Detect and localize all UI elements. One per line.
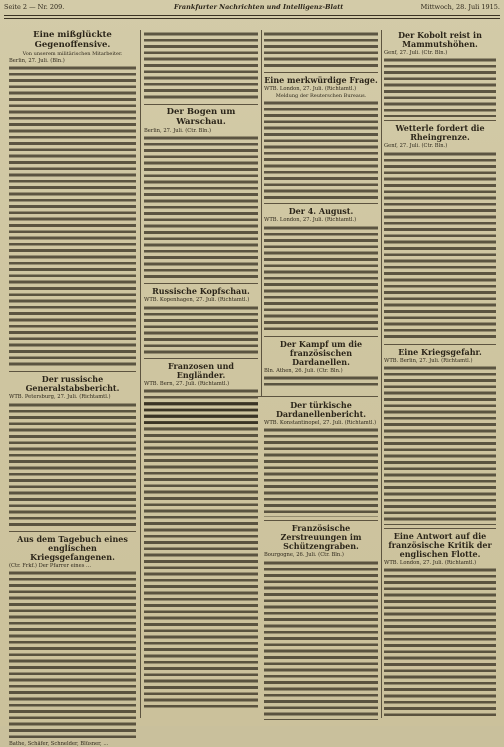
divider	[144, 283, 258, 284]
article	[264, 340, 378, 387]
running-header	[4, 3, 500, 14]
divider	[9, 531, 136, 532]
article-body	[264, 375, 378, 387]
article-body	[144, 135, 258, 280]
column-3	[264, 30, 378, 392]
article	[264, 524, 378, 719]
divider	[144, 358, 258, 359]
article	[384, 348, 496, 525]
article-dateline: WTB. Berlin, 27. Juli. (Richtamtl.)	[384, 357, 473, 364]
article-body	[264, 427, 378, 517]
divider	[384, 528, 496, 529]
article-dateline: Berlin, 27. Juli. (Bln.)	[9, 58, 65, 64]
article	[9, 31, 136, 368]
header-masthead: Frankfurter Nachrichten und Intelligenz-Blatt	[174, 3, 344, 11]
article-headline: Eine mißglückte Gegenoffensive.	[33, 30, 112, 50]
article-dateline: WTB. Bern, 27. Juli. (Richtamtl.)	[144, 380, 230, 387]
divider	[264, 336, 378, 337]
article-dateline: WTB. London, 27. Juli. (Richtamtl.)	[384, 559, 477, 566]
header-date: Mittwoch, 28. Juli 1915.	[420, 3, 500, 11]
article-dateline: Genf, 27. Juli. (Ctr. Bln.)	[384, 143, 448, 150]
divider	[264, 203, 378, 204]
article	[9, 375, 136, 527]
article-headline: Eine Antwort auf die französische Kritik der englischen Flotte.	[388, 530, 492, 559]
article-dateline: WTB. London, 27. Juli. (Richtamtl.)	[264, 86, 357, 92]
article	[264, 401, 378, 517]
article-headline: Russische Kopfschau.	[152, 286, 250, 297]
column-1	[9, 30, 136, 747]
article-headline: Der Bogen um Warschau.	[166, 107, 236, 127]
article-headline: Franzosen und Engländer.	[167, 360, 235, 380]
lower-right-block	[264, 400, 378, 721]
article-body	[264, 560, 378, 720]
article-body	[384, 57, 496, 117]
divider	[384, 120, 496, 121]
article	[384, 124, 496, 340]
article-body	[144, 305, 258, 355]
article-body	[384, 151, 496, 341]
header-rule	[4, 15, 500, 16]
divider	[264, 520, 378, 521]
article-body	[9, 402, 136, 528]
article-dateline: Bln. Athen, 26. Juli. (Ctr. Bln.)	[264, 367, 343, 374]
lower-band	[144, 396, 378, 718]
article-headline: Wetterle fordert die Rheingrenze.	[395, 123, 485, 143]
article-headline: Eine merkwürdige Frage.	[264, 75, 378, 85]
article-subline: Meldung der Reuterschen Bureaus.	[275, 93, 367, 100]
divider	[384, 344, 496, 345]
article-dateline: (Ctr. Frkf.) Der Pfarrer eines ...	[9, 562, 91, 569]
article-body	[9, 65, 136, 368]
article-body-continued	[144, 31, 258, 101]
divider	[9, 371, 136, 372]
article-headline: Aus dem Tagebuch eines englischen Kriegsgefangenen.	[17, 533, 128, 562]
divider	[144, 104, 258, 105]
article-headline: Der russische Generalstabsbericht.	[25, 374, 120, 394]
article-body-continued	[264, 31, 378, 69]
header-rule-thin	[4, 18, 500, 19]
article-dateline: Berlin, 27. Juli. (Ctr. Bln.)	[144, 128, 212, 134]
article-headline: Eine Kriegsgefahr.	[398, 346, 482, 357]
article-headline: Der Kobolt reist in Mammutshöhen.	[398, 30, 482, 49]
article-body	[264, 100, 378, 200]
article	[264, 76, 378, 200]
column-divider	[140, 30, 141, 718]
article-dateline: WTB. Petersburg, 27. Juli. (Richtamtl.)	[9, 394, 111, 401]
divider	[144, 396, 378, 397]
article-dateline: WTB. London, 27. Juli. (Richtamtl.)	[264, 217, 357, 224]
column-divider	[261, 30, 262, 396]
divider	[264, 72, 378, 73]
article-body	[384, 365, 496, 525]
article-dateline: WTB. Konstantinopel, 27. Juli. (Richtamtl.)	[264, 420, 377, 426]
article	[264, 207, 378, 332]
header-page-number: Seite 2 — Nr. 209.	[4, 3, 65, 11]
article	[144, 108, 258, 280]
article	[384, 31, 496, 117]
article-headline: Der Kampf um die französischen Dardanellen.	[279, 338, 363, 367]
article-headline: Französische Zerstreuungen im Schützengraben.	[280, 523, 362, 552]
article-headline: Der 4. August.	[288, 206, 354, 217]
article	[144, 287, 258, 354]
column-4	[384, 30, 496, 720]
article-body	[264, 225, 378, 333]
article-dateline: Bourgogne, 26. Juli. (Ctr. Bln.)	[264, 552, 344, 559]
article-dateline: Genf, 27. Juli. (Ctr. Bln.)	[384, 50, 448, 56]
article-headline: Der türkische Dardanellenbericht.	[275, 400, 367, 419]
article-body	[9, 570, 136, 740]
article-body	[144, 401, 258, 711]
column-divider	[381, 30, 382, 718]
article-body	[384, 567, 496, 717]
column-2	[144, 30, 258, 392]
article	[9, 535, 136, 747]
lower-left-block	[144, 400, 258, 721]
article-dateline: WTB. Kopenhagen, 27. Juli. (Richtamtl.)	[144, 297, 250, 304]
article-byline: Von unserem militärischen Mitarbeiter.	[22, 51, 123, 57]
article-text-tail: Bathe, Schäfer, Schnelder, Blüsner, ...	[9, 740, 109, 747]
article	[384, 532, 496, 717]
